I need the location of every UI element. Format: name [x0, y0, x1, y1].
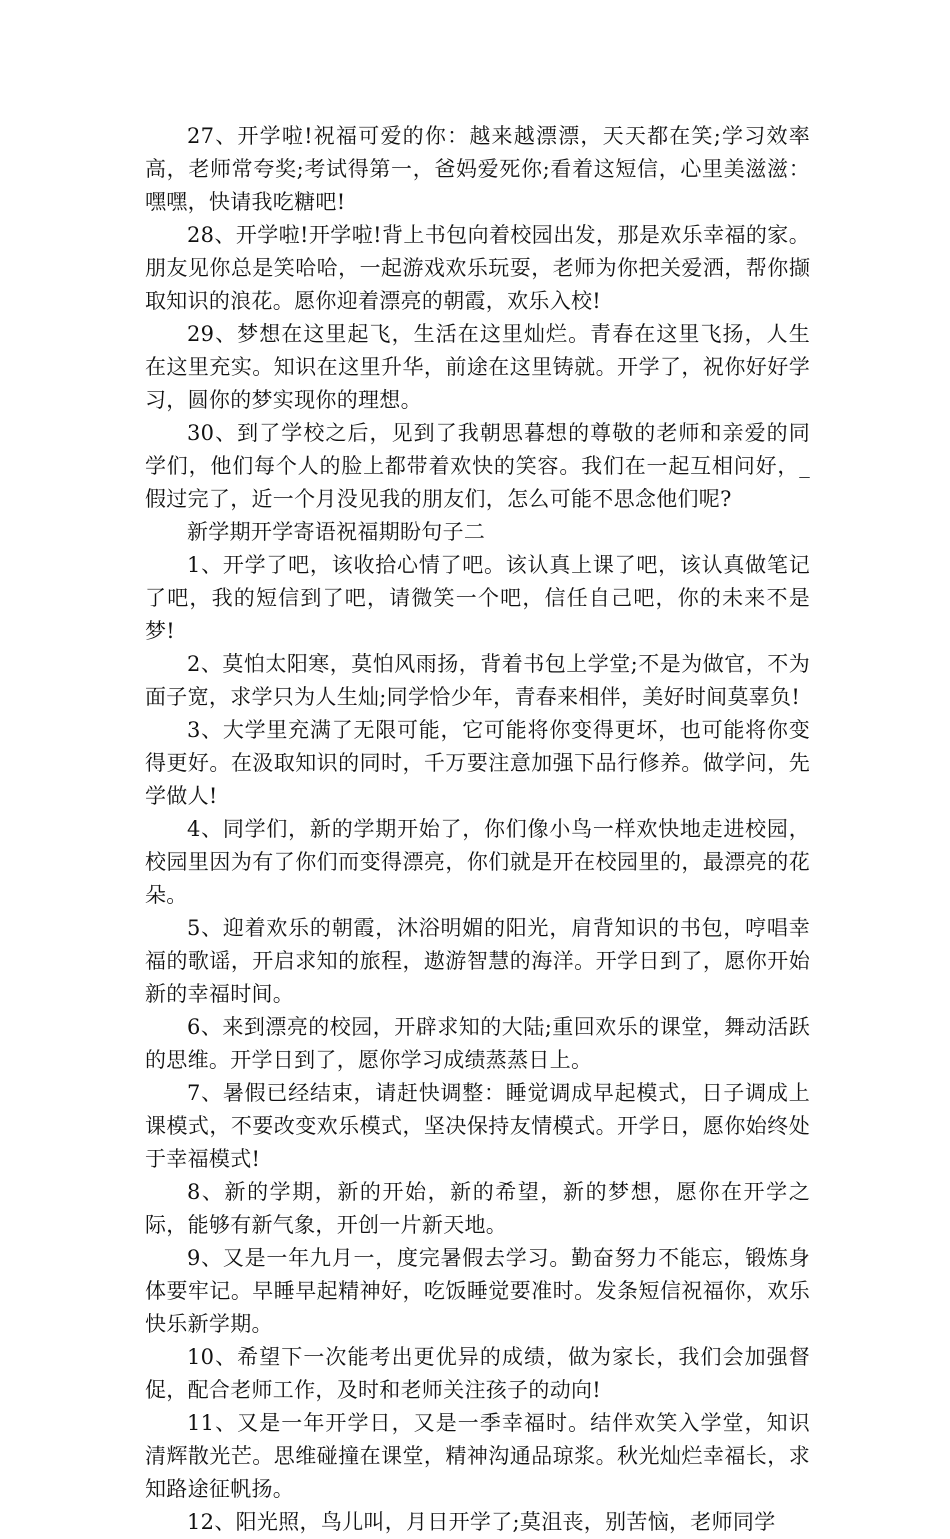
paragraph-7: 7、暑假已经结束，请赶快调整：睡觉调成早起模式，日子调成上课模式，不要改变欢乐模式，坚决保持友情模式。开学日，愿你始终处于幸福模式!	[145, 1081, 810, 1171]
paragraph-9: 9、又是一年九月一，度完暑假去学习。勤奋努力不能忘，锻炼身体要牢记。早睡早起精神好，吃饭睡觉要准时。发条短信祝福你，欢乐快乐新学期。	[145, 1246, 810, 1336]
paragraph-4: 4、同学们，新的学期开始了，你们像小鸟一样欢快地走进校园，校园里因为有了你们而变得漂亮，你们就是开在校园里的，最漂亮的花朵。	[145, 817, 810, 907]
paragraph-29: 29、梦想在这里起飞，生活在这里灿烂。青春在这里飞扬，人生在这里充实。知识在这里升华，前途在这里铸就。开学了，祝你好好学习，圆你的梦实现你的理想。	[145, 322, 810, 412]
paragraph-10: 10、希望下一次能考出更优异的成绩，做为家长，我们会加强督促，配合老师工作，及时和老师关注孩子的动向!	[145, 1345, 810, 1402]
paragraph-27: 27、开学啦!祝福可爱的你：越来越漂漂，天天都在笑;学习效率高，老师常夸奖;考试得第一，爸妈爱死你;看着这短信，心里美滋滋：嘿嘿，快请我吃糖吧!	[145, 124, 810, 214]
paragraph-28: 28、开学啦!开学啦!背上书包向着校园出发，那是欢乐幸福的家。朋友见你总是笑哈哈，一起游戏欢乐玩耍，老师为你把关爱洒，帮你撷取知识的浪花。愿你迎着漂亮的朝霞，欢乐入校!	[145, 223, 810, 313]
section-heading: 新学期开学寄语祝福期盼句子二	[187, 520, 486, 544]
paragraph-2: 2、莫怕太阳寒，莫怕风雨扬，背着书包上学堂;不是为做官，不为面子宽，求学只为人生灿;同学恰少年，青春来相伴，美好时间莫辜负!	[145, 652, 810, 709]
paragraph-3: 3、大学里充满了无限可能，它可能将你变得更坏，也可能将你变得更好。在汲取知识的同时，千万要注意加强下品行修养。做学问，先学做人!	[145, 718, 810, 808]
paragraph-12: 12、阳光照，鸟儿叫，月日开学了;莫沮丧，别苦恼，老师同学	[187, 1510, 776, 1534]
paragraph-11: 11、又是一年开学日，又是一季幸福时。结伴欢笑入学堂，知识清辉散光芒。思维碰撞在课堂，精神沟通品琼浆。秋光灿烂幸福长，求知路途征帆扬。	[145, 1411, 810, 1501]
paragraph-6: 6、来到漂亮的校园，开辟求知的大陆;重回欢乐的课堂，舞动活跃的思维。开学日到了，愿你学习成绩蒸蒸日上。	[145, 1015, 810, 1072]
document-body	[145, 120, 810, 1539]
paragraph-8: 8、新的学期，新的开始，新的希望，新的梦想，愿你在开学之际，能够有新气象，开创一片新天地。	[145, 1180, 810, 1237]
paragraph-30: 30、到了学校之后，见到了我朝思暮想的尊敬的老师和亲爱的同学们，他们每个人的脸上都带着欢快的笑容。我们在一起互相问好，_假过完了，近一个月没见我的朋友们，怎么可能不思念他们呢?	[145, 421, 810, 511]
paragraph-5: 5、迎着欢乐的朝霞，沐浴明媚的阳光，肩背知识的书包，哼唱幸福的歌谣，开启求知的旅程，遨游智慧的海洋。开学日到了，愿你开始新的幸福时间。	[145, 916, 810, 1006]
paragraph-1: 1、开学了吧，该收拾心情了吧。该认真上课了吧，该认真做笔记了吧，我的短信到了吧，请微笑一个吧，信任自己吧，你的未来不是梦!	[145, 553, 810, 643]
